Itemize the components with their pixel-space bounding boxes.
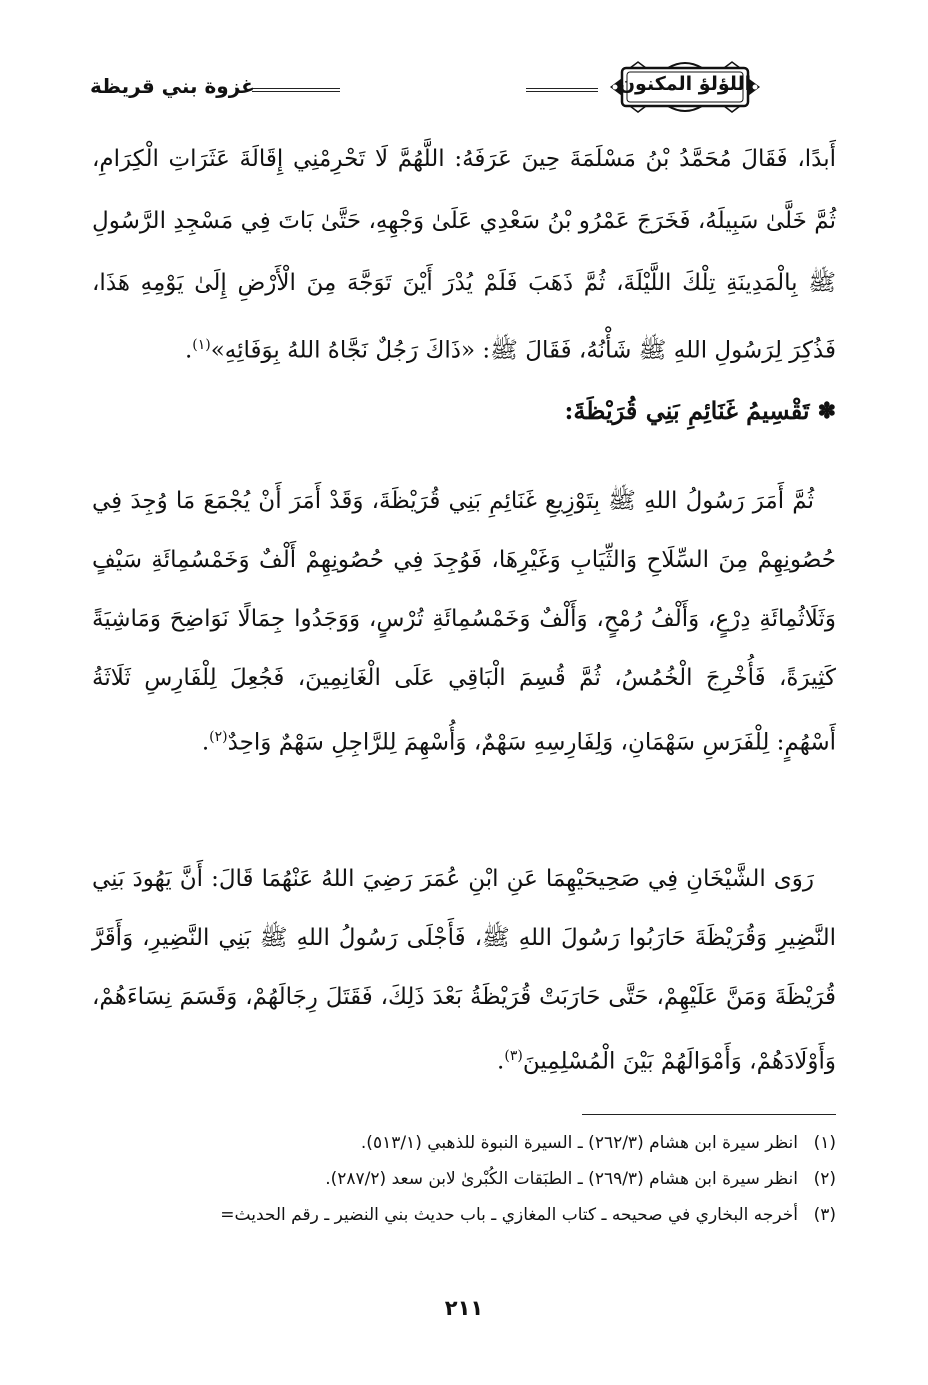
footnote-text: أخرجه البخاري في صحيحه ـ كتاب المغازي ـ باب حديث بني النضير ـ رقم الحديث= xyxy=(220,1205,798,1225)
footnotes xyxy=(92,1125,836,1233)
header-book-title-text: اللؤلؤ المكنون xyxy=(618,73,752,95)
running-header xyxy=(90,58,836,122)
footnote-number: (٣) xyxy=(813,1205,836,1225)
paragraph-3-text: رَوَى الشَّيْخَانِ فِي صَحِيحَيْهِمَا عَنِ ابْنِ عُمَرَ رَضِيَ اللهُ عَنْهُمَا قَالَ: أَنَّ يَهُودَ بَنِي النَّضِيرِ وَقُرَيْظَةَ حَارَبُوا رَسُولَ اللهِ ﷺ، فَأَجْلَى رَسُولُ اللهِ ﷺ بَنِي النَّضِيرِ، وَأَقَرَّ قُرَيْظَةَ وَمَنَّ عَلَيْهِمْ، حَتَّى حَارَبَتْ قُرَيْظَةُ بَعْدَ ذَلِكَ، فَقَتَلَ رِجَالَهُمْ، وَقَسَمَ نِسَاءَهُمْ، وَأَوْلَادَهُمْ، وَأَمْوَالَهُمْ بَيْنَ الْمُسْلِمِينَ xyxy=(92,866,836,1075)
footnote-ref-3: (٣) xyxy=(504,1048,523,1064)
paragraph-1-text: أَبدًا، فَقَالَ مُحَمَّدُ بْنُ مَسْلَمَةَ حِينَ عَرَفَهُ: اللَّهُمَّ لَا تَحْرِمْنِي إِقَالَةَ عَثَرَاتِ الْكِرَامِ، ثُمَّ خَلَّىٰ سَبِيلَهُ، فَخَرَجَ عَمْرُو بْنُ سَعْدِي عَلَىٰ وَجْهِهِ، حَتَّىٰ بَاتَ فِي مَسْجِدِ الرَّسُولِ ﷺ بِالْمَدِينَةِ تِلْكَ اللَّيْلَةَ، ثُمَّ ذَهَبَ فَلَمْ يُدْرَ أَيْنَ تَوَجَّهَ مِنَ الْأَرْضِ إِلَىٰ يَوْمِهِ هَذَا، فَذُكِرَ لِرَسُولِ اللهِ ﷺ شَأْنُهُ، فَقَالَ ﷺ: «ذَاكَ رَجُلٌ نَجَّاهُ اللهُ بِوَفَائِهِ» xyxy=(92,146,836,364)
footnote-ref-1: (١) xyxy=(192,337,211,353)
paragraph-2-text: ثُمَّ أَمَرَ رَسُولُ اللهِ ﷺ بِتَوْزِيعِ غَنَائِمِ بَنِي قُرَيْظَةَ، وَقَدْ أَمَرَ أَنْ يُجْمَعَ مَا وُجِدَ فِي حُصُونِهِمْ مِنَ السِّلَاحِ وَالثِّيَابِ وَغَيْرِهَا، فَوُجِدَ فِي حُصُونِهِمْ أَلْفٌ وَخَمْسُمِائَةِ سَيْفٍ وَثَلَاثُمِائَةِ دِرْعٍ، وَأَلْفُ رُمْحٍ، وَأَلْفٌ وَخَمْسُمِائَةِ تُرْسٍ، وَوَجَدُوا جِمَالًا نَوَاضِحَ وَمَاشِيَةً كَثِيرَةً، فَأُخْرِجَ الْخُمُسُ، ثُمَّ قُسِمَ الْبَاقِي عَلَى الْغَانِمِينَ، فَجُعِلَ لِلْفَارِسِ ثَلَاثَةُ أَسْهُمٍ: لِلْفَرَسِ سَهْمَانِ، وَلِفَارِسِهِ سَهْمٌ، وَأُسْهِمَ لِلرَّاجِلِ سَهْمٌ وَاحِدٌ xyxy=(92,488,836,756)
header-chapter-title: غزوة بني قريظة xyxy=(90,74,255,98)
paragraph-1-end: . xyxy=(184,337,193,364)
footnote-1 xyxy=(92,1125,836,1161)
footnote-text: انظر سيرة ابن هشام (٢٦٢/٣) ـ السيرة النبوة للذهبي (٥١٣/١). xyxy=(360,1133,798,1153)
footnote-2 xyxy=(92,1161,836,1197)
header-rule-left xyxy=(252,88,340,92)
paragraph-3 xyxy=(92,850,836,1092)
footnote-3 xyxy=(92,1197,836,1233)
section-heading-text: تَقْسِيمُ غَنَائِمِ بَنِي قُرَيْظَةَ: xyxy=(564,396,810,425)
footnote-number: (٢) xyxy=(813,1169,836,1189)
footnote-text: انظر سيرة ابن هشام (٢٦٩/٣) ـ الطبَقات الكُبْرىٰ لابن سعد (٢٨٧/٢). xyxy=(325,1169,798,1189)
footnote-ref-2: (٢) xyxy=(209,729,228,745)
footnote-divider xyxy=(582,1114,836,1115)
paragraph-2 xyxy=(92,472,836,773)
page-number: ٢١١ xyxy=(444,1296,484,1320)
section-heading xyxy=(565,396,836,425)
paragraph-3-end: . xyxy=(497,1048,505,1075)
flower-bullet-icon: ✽ xyxy=(817,397,836,424)
footnote-number: (١) xyxy=(813,1133,836,1153)
header-rule-right xyxy=(526,88,598,92)
paragraph-2-end: . xyxy=(201,729,210,756)
paragraph-1 xyxy=(92,128,836,382)
header-ornament xyxy=(608,58,762,116)
